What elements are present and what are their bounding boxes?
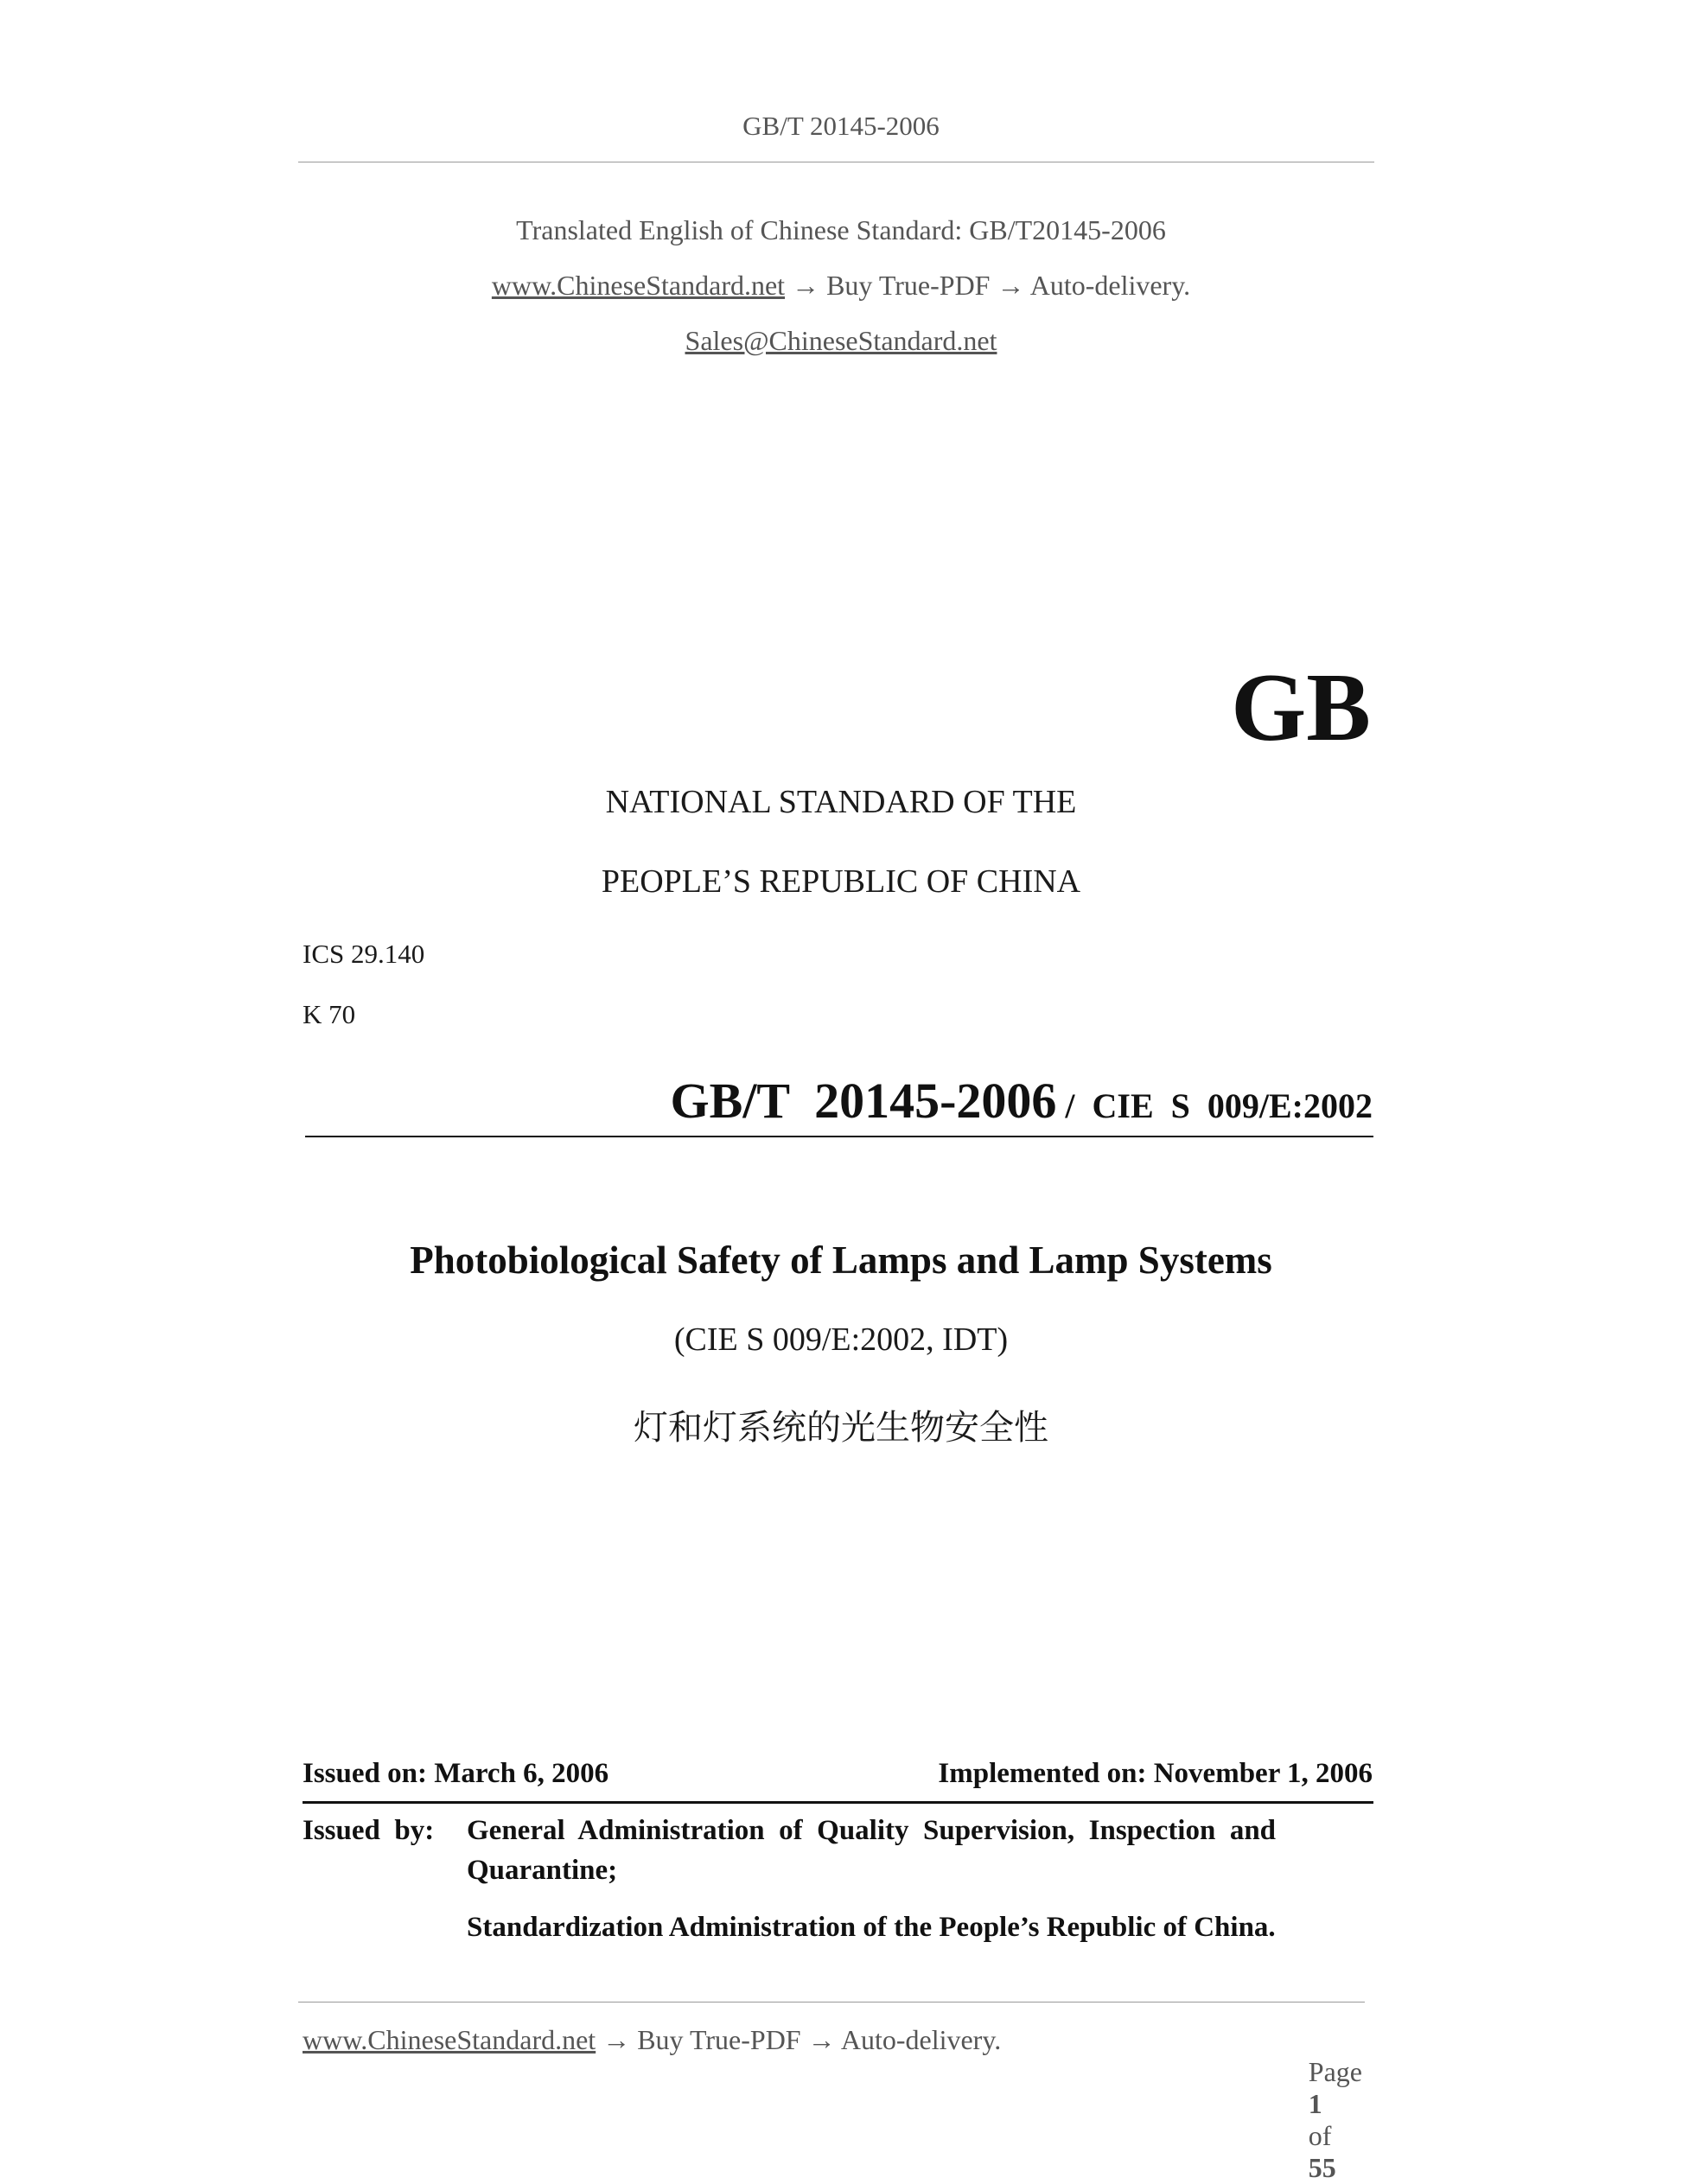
page-label: Page <box>1308 2056 1362 2087</box>
issued-date: Issued on: March 6, 2006 <box>303 1758 609 1789</box>
dates-divider <box>303 1801 1373 1804</box>
page-indicator <box>1295 2024 1362 2184</box>
k-code: K 70 <box>303 999 356 1029</box>
header-buy-text: → Buy True-PDF → Auto-delivery. <box>785 270 1191 301</box>
adoption-note: (CIE S 009/E:2002, IDT) <box>673 1321 1009 1358</box>
header-sales-line <box>0 325 1682 357</box>
issued-by-label: Issued by: <box>303 1815 435 1846</box>
national-standard-line1: NATIONAL STANDARD OF THE <box>605 784 1077 820</box>
page-total: 55 <box>1308 2152 1336 2183</box>
translated-line: Translated English of Chinese Standard: GB/T20145-2006 <box>516 214 1166 245</box>
footer-buy-text: → Buy True-PDF → Auto-delivery. <box>596 2024 1002 2055</box>
issuer-line3: Standardization Administration of the People’s Republic of China. <box>467 1912 1276 1943</box>
header-site-link[interactable]: www.ChineseStandard.net <box>491 270 786 301</box>
running-title: GB/T 20145-2006 <box>742 111 940 141</box>
standard-number: GB/T 20145-2006 <box>670 1073 1057 1129</box>
issuer-line1: General Administration of Quality Supervision, Inspection and <box>467 1815 1277 1846</box>
of-label: of <box>1308 2120 1332 2151</box>
footer-buy-line <box>303 2024 1001 2056</box>
standard-number-block <box>664 1056 1373 1130</box>
footer-site-link[interactable]: www.ChineseStandard.net <box>303 2024 596 2055</box>
standard-number-divider <box>305 1136 1373 1137</box>
issuer-line2: Quarantine; <box>467 1855 618 1886</box>
english-title: Photobiological Safety of Lamps and Lamp Systems <box>410 1238 1272 1282</box>
gb-mark: GB <box>1231 654 1371 761</box>
page-number: 1 <box>1308 2088 1322 2119</box>
chinese-title: 灯和灯系统的光生物安全性 <box>634 1408 1048 1448</box>
equivalent-standard: / CIE S 009/E:2002 <box>1056 1086 1373 1125</box>
footer-divider <box>298 2002 1365 2003</box>
header-buy-line <box>0 270 1682 302</box>
implemented-date: Implemented on: November 1, 2006 <box>938 1758 1373 1789</box>
national-standard-line2: PEOPLE’S REPUBLIC OF CHINA <box>601 863 1081 900</box>
ics-code: ICS 29.140 <box>303 939 425 969</box>
sales-email-link[interactable]: Sales@ChineseStandard.net <box>685 325 997 356</box>
